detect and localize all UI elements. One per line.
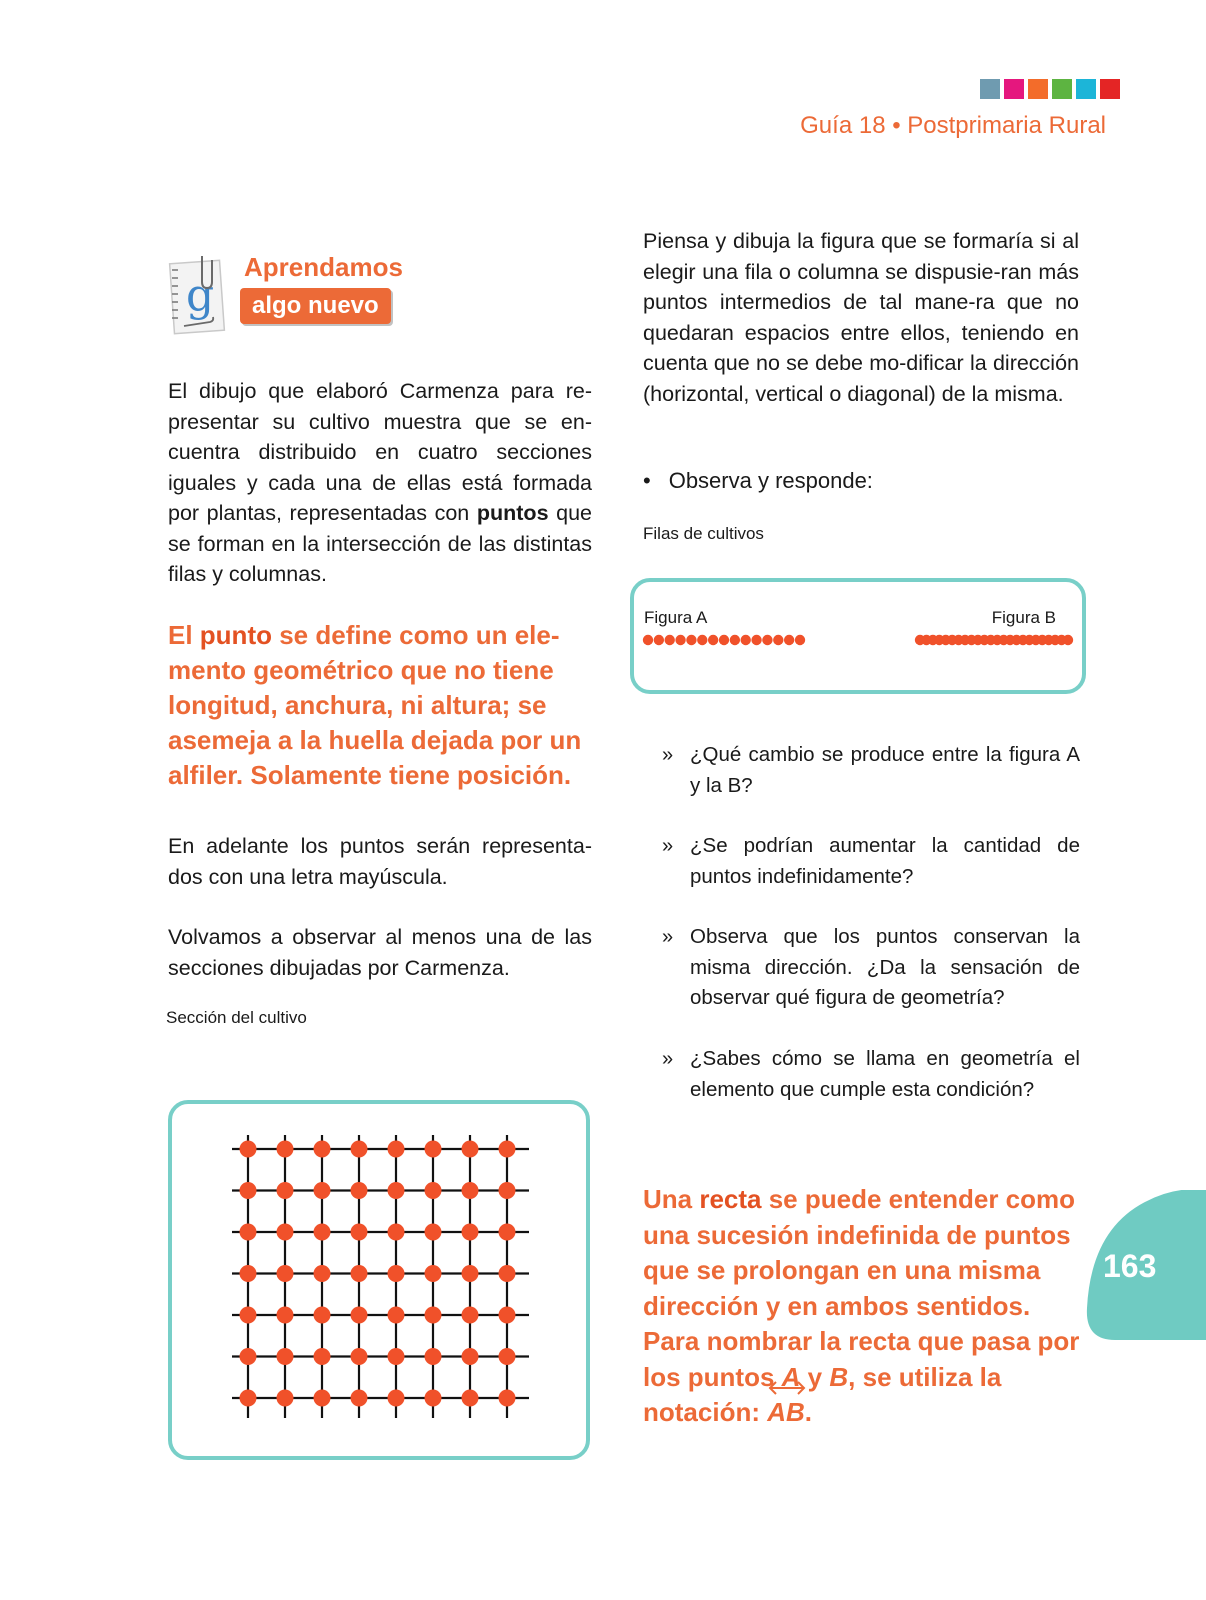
point-a-label: A — [781, 1361, 801, 1392]
grid-point — [425, 1390, 442, 1407]
grid-point — [499, 1141, 516, 1158]
grid-point — [425, 1265, 442, 1282]
grid-point — [462, 1182, 479, 1199]
grid-point — [277, 1224, 294, 1241]
notation-end: . — [804, 1397, 813, 1427]
figure-a-point — [675, 635, 685, 645]
badge-title: Aprendamos — [244, 252, 403, 282]
grid-point — [351, 1265, 368, 1282]
point-b-label: B — [829, 1361, 849, 1392]
figure-a-point — [686, 635, 696, 645]
figure-a-point — [730, 635, 740, 645]
grid-point — [351, 1182, 368, 1199]
figure-a-label: Figura A — [644, 608, 708, 627]
page-number: 163 — [1103, 1248, 1157, 1284]
double-arrow-icon — [767, 1379, 807, 1397]
grid-point — [240, 1390, 257, 1407]
header-title: Guía 18 • Postprimaria Rural — [800, 112, 1106, 139]
figure-a-point — [665, 635, 675, 645]
bullet-mark: • — [643, 468, 651, 493]
notation-text: AB — [767, 1397, 805, 1427]
grid-point — [351, 1141, 368, 1158]
grid-point — [388, 1224, 405, 1241]
paper-clip-notebook-icon — [166, 252, 230, 338]
grid-point — [462, 1141, 479, 1158]
figure-a-point — [697, 635, 707, 645]
instructions-paragraph: Piensa y dibuja la figura que se formaría si al elegir una fila o columna se dispusie-ran más puntos intermedios de tal mane-ra que no quedaran espacios entre ellos, teniendo en cuenta que no se debe mo-dificar la dirección (horizontal, vertical o diagonal) de la misma. — [643, 229, 1079, 406]
grid-point — [388, 1390, 405, 1407]
grid-point — [425, 1348, 442, 1365]
figure-b-label: Figura B — [991, 608, 1056, 627]
intro-text-b: que se forman en la intersección de las distintas filas y columnas. — [168, 501, 592, 586]
grid-point — [351, 1348, 368, 1365]
grid-point — [277, 1390, 294, 1407]
grid-point — [314, 1307, 331, 1324]
grid-point — [499, 1182, 516, 1199]
svg-text:g: g — [186, 270, 215, 321]
figure-a-point — [654, 635, 664, 645]
rows-figure-frame — [630, 578, 1086, 694]
line-definition — [643, 1182, 1083, 1431]
crop-grid — [172, 1104, 586, 1456]
figure-a-point — [762, 635, 772, 645]
point-definition — [168, 618, 592, 793]
question-mark: » — [662, 1048, 674, 1070]
grid-point — [388, 1182, 405, 1199]
recta-mid: se puede entender como una sucesión indefinida de puntos que se prolongan en una misma dirección y en ambos sentidos. Para nombrar la recta que pasa por los puntos — [643, 1184, 1080, 1392]
grid-point — [314, 1224, 331, 1241]
grid-point — [388, 1141, 405, 1158]
figure-a-point — [784, 635, 794, 645]
grid-point — [277, 1182, 294, 1199]
grid-point — [240, 1348, 257, 1365]
grid-point — [277, 1141, 294, 1158]
definition-keyword: punto — [199, 620, 272, 650]
grid-point — [240, 1265, 257, 1282]
grid-point — [499, 1348, 516, 1365]
swatch-green — [1052, 79, 1072, 99]
grid-point — [277, 1265, 294, 1282]
grid-point — [240, 1182, 257, 1199]
grid-point — [462, 1390, 479, 1407]
section-badge — [166, 246, 416, 342]
definition-rest: se define como un ele-mento geométrico que no tiene longitud, anchura, ni altura; se asemeja a la huella dejada por un alfiler. Solamente tiene posición. — [168, 620, 582, 790]
grid-point — [314, 1348, 331, 1365]
representation-paragraph: En adelante los puntos serán representa-dos con una letra mayúscula. — [168, 834, 592, 889]
recta-keyword: recta — [699, 1184, 762, 1214]
rows-caption: Filas de cultivos — [643, 524, 764, 543]
figure-a-point — [773, 635, 783, 645]
figure-a-point — [643, 635, 653, 645]
grid-point — [277, 1348, 294, 1365]
grid-point — [240, 1307, 257, 1324]
question-text: ¿Se podrían aumentar la cantidad de puntos indefinidamente? — [690, 834, 1080, 888]
badge-subtitle: algo nuevo — [240, 288, 391, 324]
figure-a-point — [719, 635, 729, 645]
grid-point — [314, 1182, 331, 1199]
question-mark: » — [662, 744, 674, 766]
grid-point — [351, 1390, 368, 1407]
grid-point — [314, 1141, 331, 1158]
crop-grid-frame — [168, 1100, 590, 1460]
question-3 — [662, 922, 1080, 1014]
swatch-red — [1100, 79, 1120, 99]
swatch-magenta — [1004, 79, 1024, 99]
observe-bullet — [643, 468, 873, 494]
intro-text-a: El dibujo que elaboró Carmenza para re-presentar su cultivo muestra que se en-cuentra distribuido en cuatro secciones iguales y cada una de ellas está formada por plantas, representadas con — [168, 379, 592, 525]
grid-point — [388, 1348, 405, 1365]
swatch-cyan — [1076, 79, 1096, 99]
figure-a-point — [795, 635, 805, 645]
grid-point — [277, 1307, 294, 1324]
grid-point — [462, 1307, 479, 1324]
question-2 — [662, 831, 1080, 892]
grid-point — [388, 1265, 405, 1282]
grid-point — [499, 1224, 516, 1241]
figure-a-point — [751, 635, 761, 645]
grid-point — [425, 1141, 442, 1158]
bullet-text: Observa y responde: — [668, 468, 873, 493]
grid-point — [462, 1224, 479, 1241]
page-number-tab — [1085, 1190, 1206, 1340]
grid-point — [314, 1265, 331, 1282]
grid-point — [425, 1307, 442, 1324]
question-4 — [662, 1044, 1080, 1105]
swatch-blue-gray — [980, 79, 1000, 99]
intro-paragraph — [168, 376, 592, 590]
question-text: ¿Sabes cómo se llama en geometría el elemento que cumple esta condición? — [690, 1047, 1080, 1101]
color-swatches — [980, 79, 1120, 99]
figure-a-point — [741, 635, 751, 645]
grid-point — [314, 1390, 331, 1407]
swatch-orange — [1028, 79, 1048, 99]
question-1 — [662, 740, 1080, 801]
question-text: ¿Qué cambio se produce entre la figura A y la B? — [690, 743, 1080, 797]
recta-and: y — [800, 1361, 830, 1392]
recta-prefix: Una — [643, 1184, 700, 1214]
grid-point — [462, 1348, 479, 1365]
grid-point — [240, 1141, 257, 1158]
grid-point — [388, 1307, 405, 1324]
grid-point — [425, 1224, 442, 1241]
question-mark: » — [662, 926, 674, 948]
grid-caption: Sección del cultivo — [166, 1008, 307, 1027]
rows-dots — [634, 582, 1082, 690]
question-mark: » — [662, 835, 674, 857]
intro-keyword: puntos — [476, 501, 549, 525]
grid-point — [499, 1390, 516, 1407]
grid-point — [499, 1307, 516, 1324]
figure-a-point — [708, 635, 718, 645]
recta-end: , se utiliza la notación: — [643, 1361, 1002, 1427]
observe-paragraph: Volvamos a observar al menos una de las secciones dibujadas por Carmenza. — [168, 925, 592, 980]
line-notation — [767, 1395, 805, 1431]
grid-point — [425, 1182, 442, 1199]
definition-prefix: El — [168, 620, 200, 650]
grid-point — [499, 1265, 516, 1282]
grid-point — [240, 1224, 257, 1241]
grid-point — [462, 1265, 479, 1282]
grid-point — [351, 1224, 368, 1241]
grid-point — [351, 1307, 368, 1324]
question-text: Observa que los puntos conservan la misma dirección. ¿Da la sensación de observar qué figura de geometría? — [690, 925, 1080, 1009]
figure-b-point — [1063, 635, 1073, 645]
